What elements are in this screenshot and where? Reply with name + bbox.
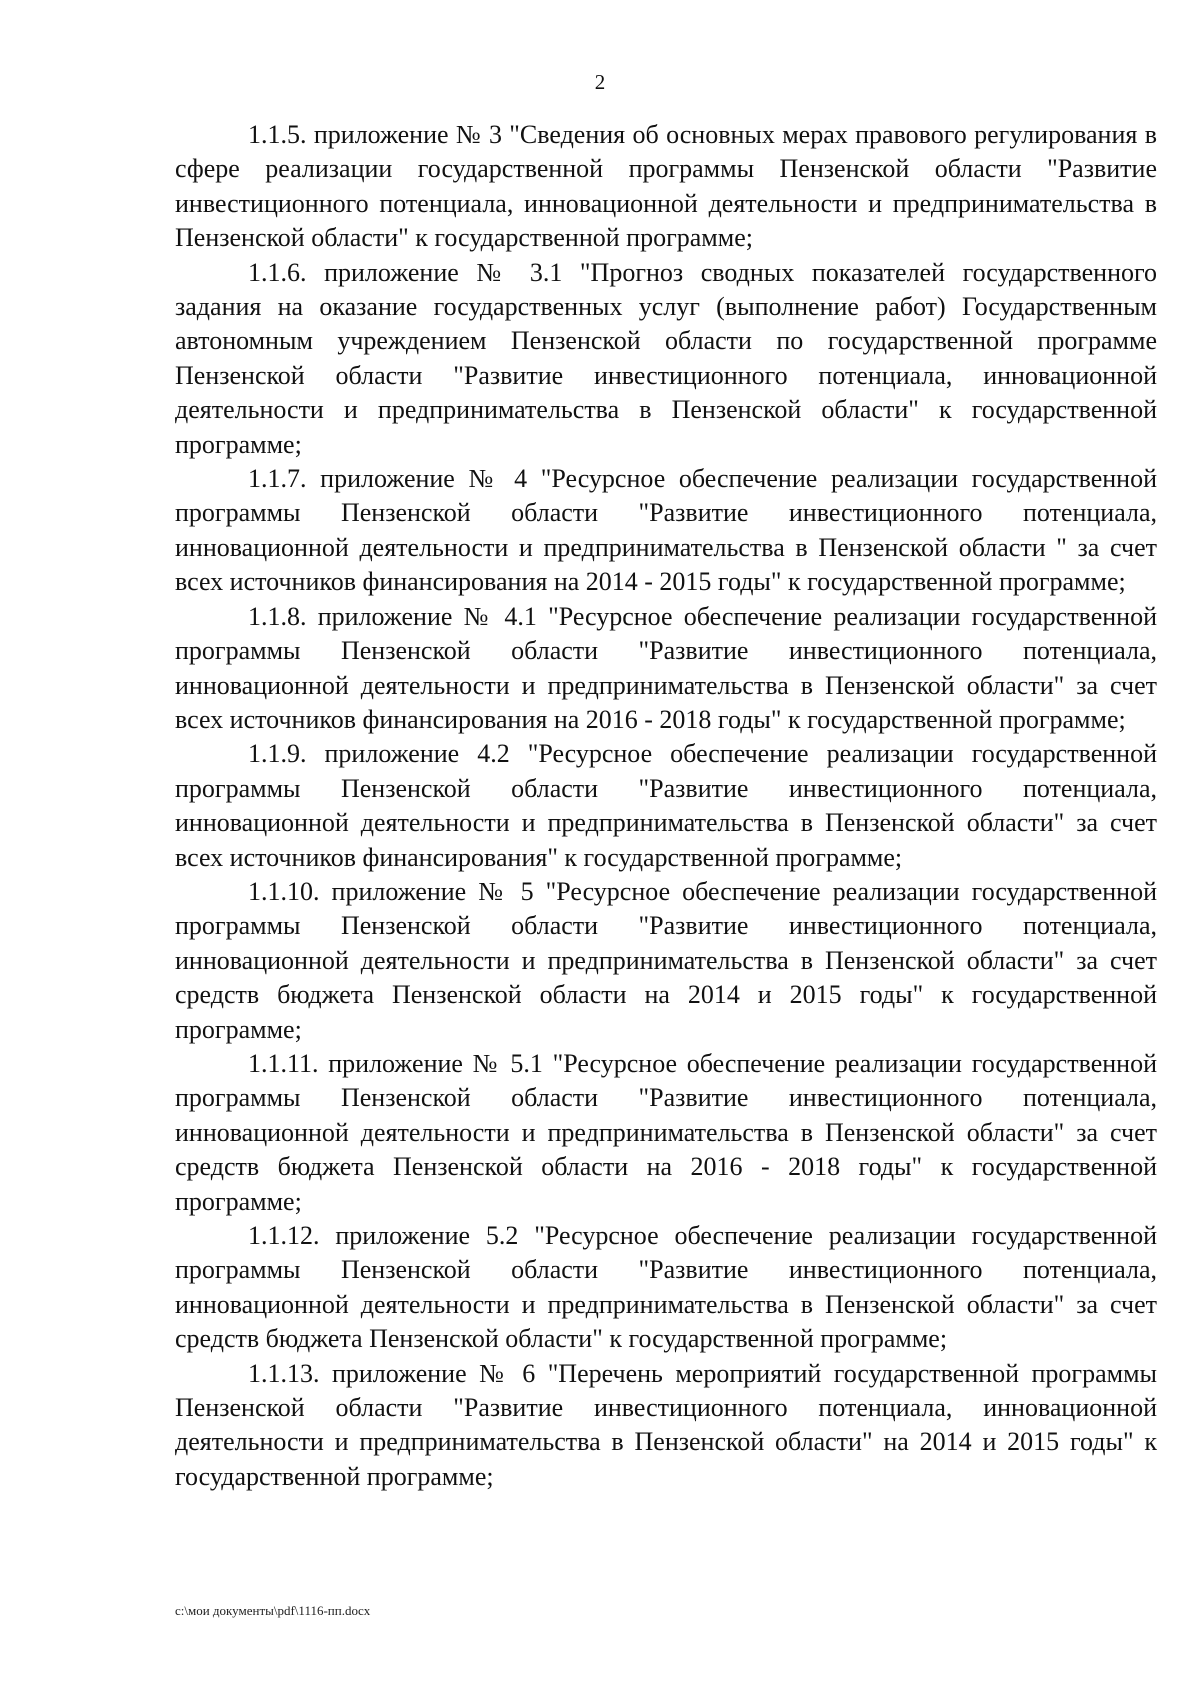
file-path-footer: c:\мои документы\pdf\1116-пп.docx: [175, 1603, 371, 1618]
paragraph-1-1-8: 1.1.8. приложение № 4.1 "Ресурсное обеспечение реализации государственной программы Пензенской области "Развитие инвестиционного потенциала, инновационной деятельности и предпринимательства в Пензенской области" за счет всех источников финансирования на 2016 - 2018 годы" к государственной программе;: [175, 601, 1157, 734]
document-body: [175, 118, 1157, 1494]
paragraph-1-1-10: 1.1.10. приложение № 5 "Ресурсное обеспечение реализации государственной программы Пензенской области "Развитие инвестиционного потенциала, инновационной деятельности и предпринимательства в Пензенской области" за счет средств бюджета Пензенской области на 2014 и 2015 годы" к государственной программе;: [175, 876, 1157, 1044]
paragraph-1-1-5: 1.1.5. приложение № 3 "Сведения об основных мерах правового регулирования в сфере реализации государственной программы Пензенской области "Развитие инвестиционного потенциала, инновационной деятельности и предпринимательства в Пензенской области" к государственной программе;: [175, 120, 1157, 253]
paragraph-1-1-11: 1.1.11. приложение № 5.1 "Ресурсное обеспечение реализации государственной программы Пензенской области "Развитие инвестиционного потенциала, инновационной деятельности и предпринимательства в Пензенской области" за счет средств бюджета Пензенской области на 2016 - 2018 годы" к государственной программе;: [175, 1048, 1157, 1216]
paragraph-1-1-6: 1.1.6. приложение № 3.1 "Прогноз сводных показателей государственного задания на оказание государственных услуг (выполнение работ) Государственным автономным учреждением Пензенской области по государственной программе Пензенской области "Развитие инвестиционного потенциала, инновационной деятельности и предпринимательства в Пензенской области" к государственной программе;: [175, 257, 1157, 459]
paragraph-1-1-12: 1.1.12. приложение 5.2 "Ресурсное обеспечение реализации государственной программы Пензенской области "Развитие инвестиционного потенциала, инновационной деятельности и предпринимательства в Пензенской области" за счет средств бюджета Пензенской области" к государственной программе;: [175, 1221, 1157, 1354]
page-number: 2: [594, 70, 606, 94]
paragraph-1-1-13: 1.1.13. приложение № 6 "Перечень мероприятий государственной программы Пензенской области "Развитие инвестиционного потенциала, инновационной деятельности и предпринимательства в Пензенской области" на 2014 и 2015 годы" к государственной программе;: [175, 1358, 1157, 1491]
paragraph-1-1-9: 1.1.9. приложение 4.2 "Ресурсное обеспечение реализации государственной программы Пензенской области "Развитие инвестиционного потенциала, инновационной деятельности и предпринимательства в Пензенской области" за счет всех источников финансирования" к государственной программе;: [175, 739, 1157, 872]
paragraph-1-1-7: 1.1.7. приложение № 4 "Ресурсное обеспечение реализации государственной программы Пензенской области "Развитие инвестиционного потенциала, инновационной деятельности и предпринимательства в Пензенской области " за счет всех источников финансирования на 2014 - 2015 годы" к государственной программе;: [175, 464, 1157, 597]
